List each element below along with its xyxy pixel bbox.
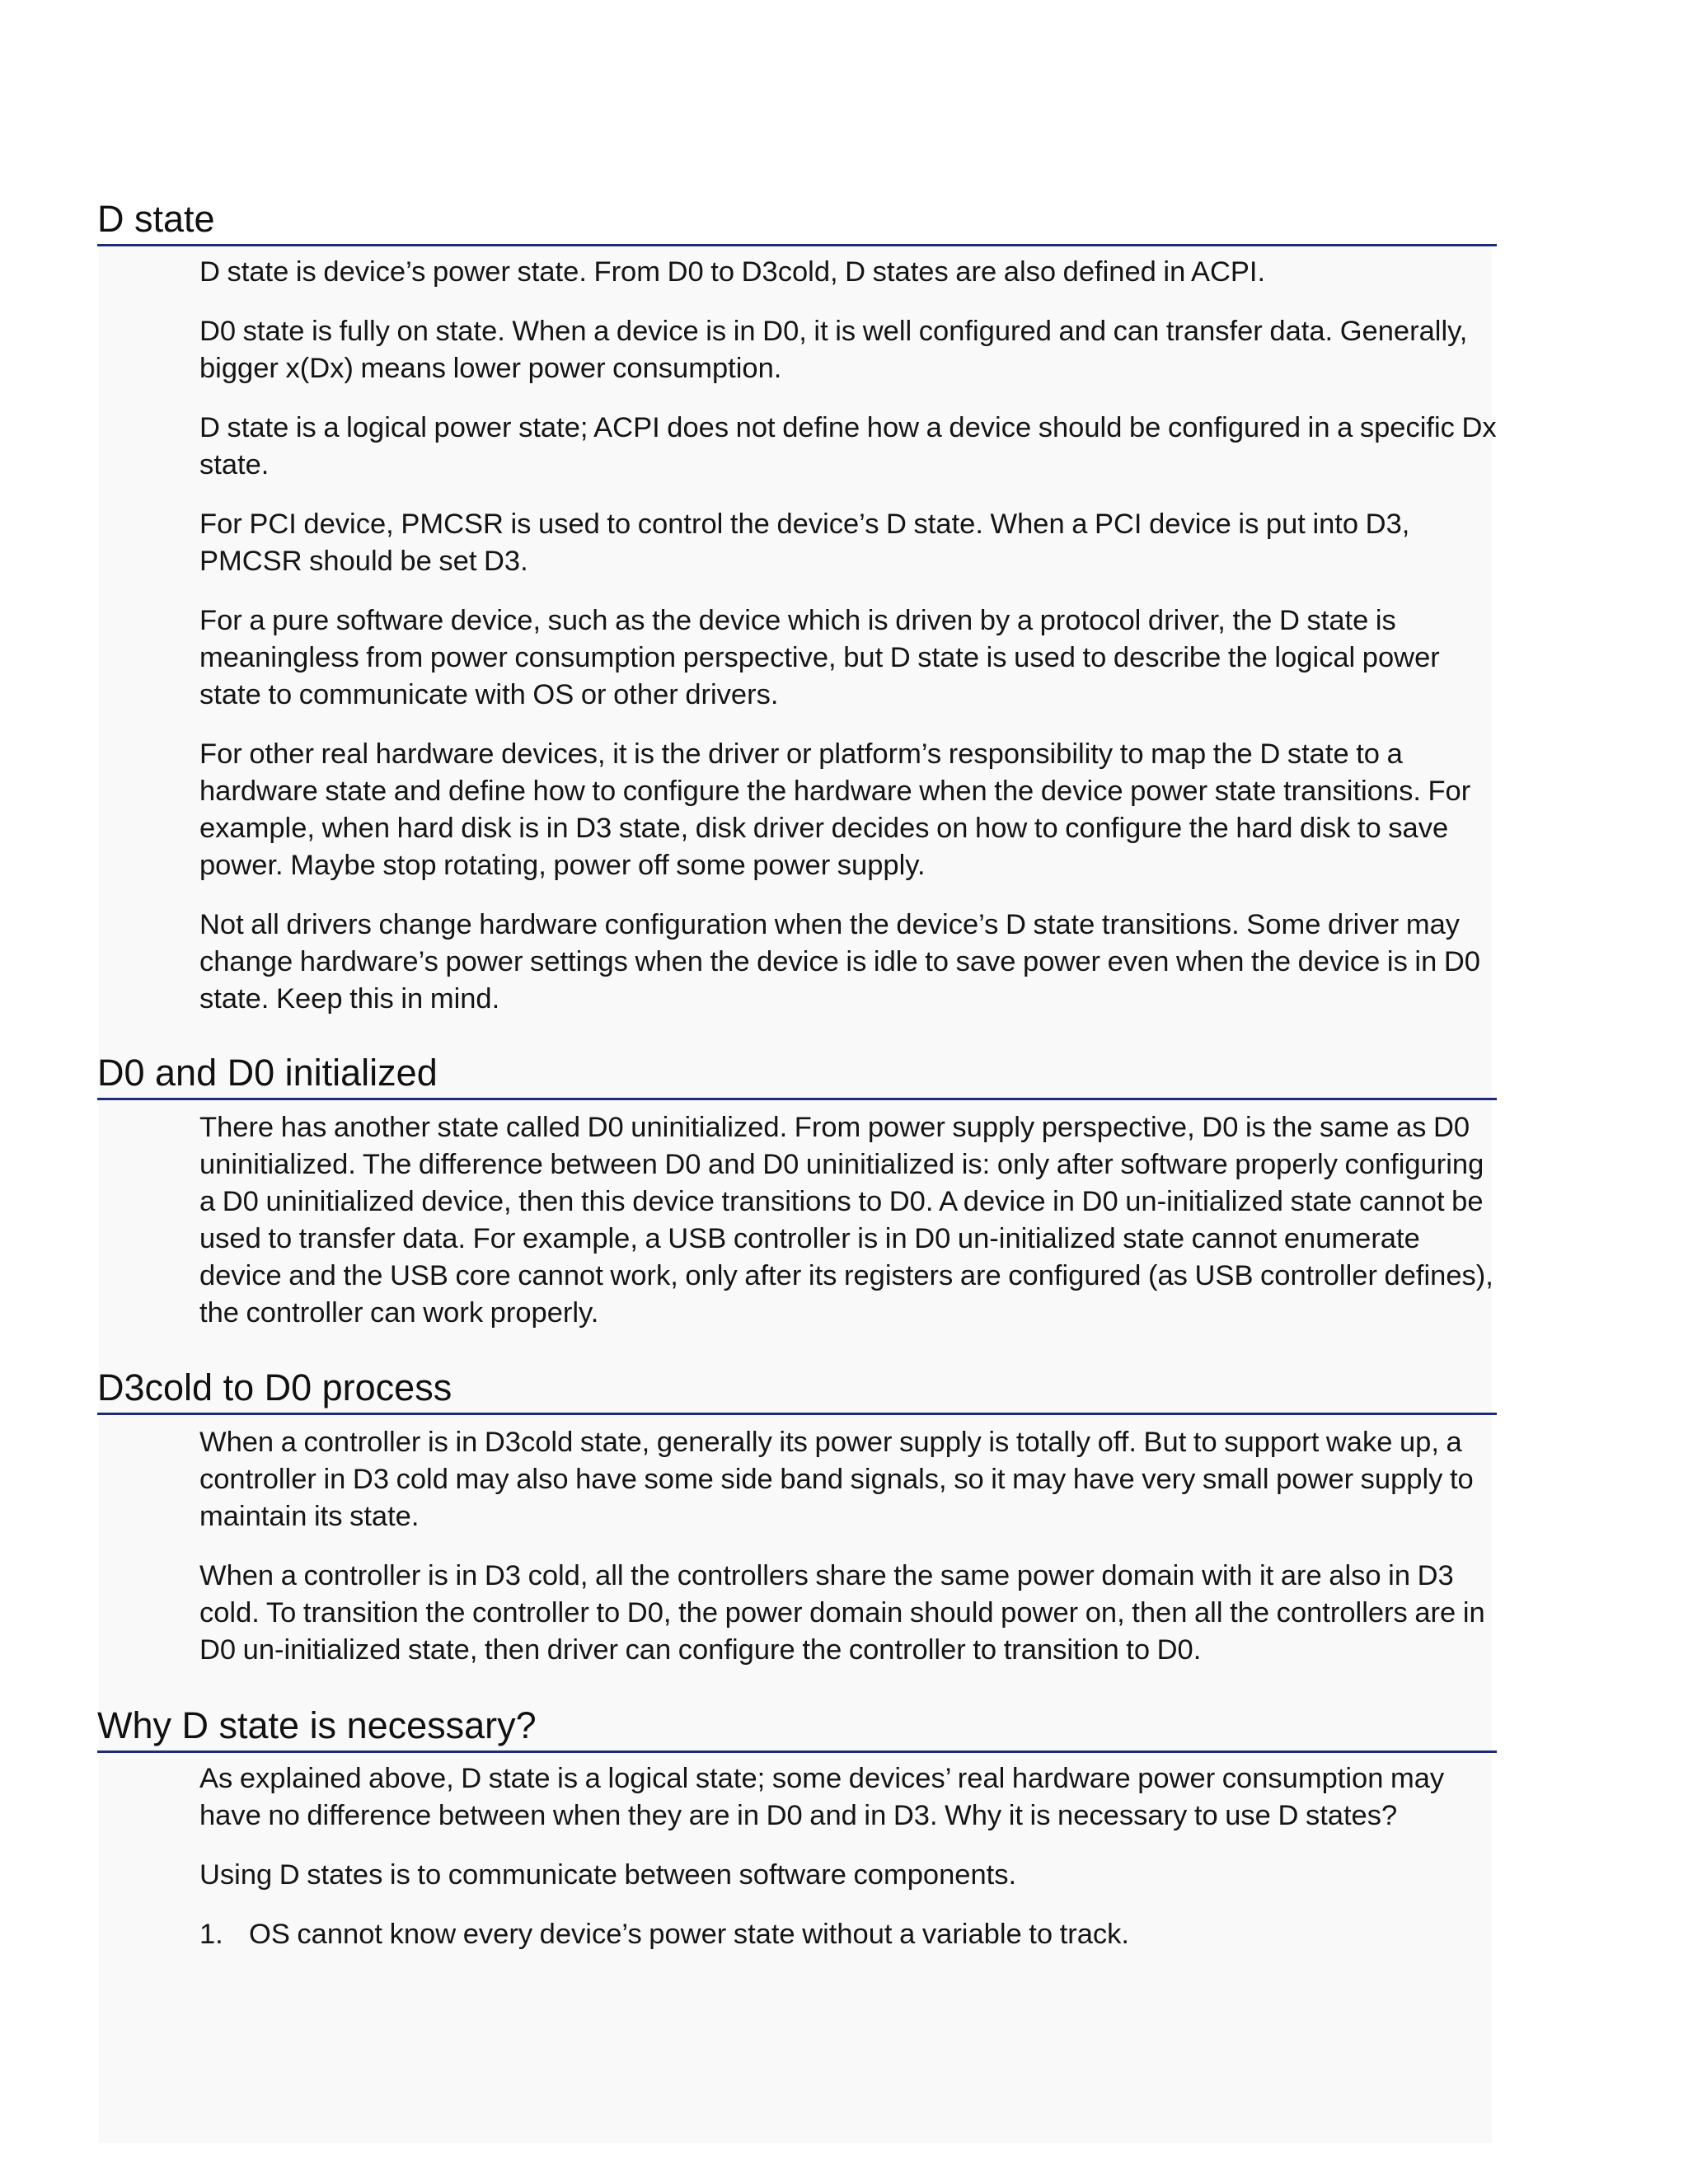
- section-d0-initialized-body: [199, 1109, 1498, 1354]
- paragraph: When a controller is in D3cold state, generally its power supply is totally off. But to support wake up, a controller in D3 cold may also have some side band signals, so it may have very small power supply to maintain its state.: [199, 1427, 1474, 1532]
- paragraph: As explained above, D state is a logical state; some devices’ real hardware power consumption may have no difference between when they are in D0 and in D3. Why it is necessary to use D states?: [199, 1763, 1445, 1831]
- heading-why-d-state: Why D state is necessary?: [97, 1704, 1497, 1753]
- heading-d-state: D state: [97, 198, 1497, 246]
- paragraph: For a pure software device, such as the device which is driven by a protocol driver, the D state is meaningless from power consumption perspective, but D state is used to describe the logical power state to communicate with OS or other drivers.: [199, 605, 1440, 710]
- heading-d3cold-to-d0: D3cold to D0 process: [97, 1366, 1497, 1415]
- section-d-state-body: [199, 254, 1498, 1040]
- paragraph: Not all drivers change hardware configuration when the device’s D state transitions. Some driver may change hardware’s power settings when the device is idle to save power even when the device is in D0 state. Keep this in mind.: [199, 909, 1480, 1015]
- numbered-list-item: [199, 1916, 1498, 1953]
- section-d3cold-to-d0-body: [199, 1424, 1498, 1691]
- paragraph: Using D states is to communicate between software components.: [199, 1859, 1017, 1891]
- paragraph: For PCI device, PMCSR is used to control the device’s D state. When a PCI device is put into D3, PMCSR should be set D3.: [199, 509, 1410, 577]
- paragraph: D0 state is fully on state. When a device is in D0, it is well configured and can transfer data. Generally, bigger x(Dx) means lower power consumption.: [199, 316, 1468, 384]
- paragraph: For other real hardware devices, it is the driver or platform’s responsibility to map the D state to a hardware state and define how to configure the hardware when the device power state transitions. For example, when hard disk is in D3 state, disk driver decides on how to configure the hard disk to save power. Maybe stop rotating, power off some power supply.: [199, 738, 1471, 881]
- list-number: 1.: [199, 1919, 223, 1950]
- paragraph: D state is a logical power state; ACPI does not define how a device should be configured in a specific Dx state.: [199, 412, 1497, 480]
- paragraph: D state is device’s power state. From D0 to D3cold, D states are also defined in ACPI.: [199, 256, 1266, 288]
- paragraph: When a controller is in D3 cold, all the controllers share the same power domain with it are also in D3 cold. To transition the controller to D0, the power domain should power on, then all the controllers are in D0 un-initialized state, then driver can configure the controller to transition to D0.: [199, 1560, 1485, 1666]
- list-text: OS cannot know every device’s power state without a variable to track.: [249, 1919, 1129, 1950]
- section-why-d-state-body: [199, 1760, 1498, 1953]
- paragraph: There has another state called D0 uninitialized. From power supply perspective, D0 is the same as D0 uninitialized. The difference between D0 and D0 uninitialized is: only after software properly configuring a D0 uninitialized device, then this device transitions to D0. A device in D0 un-initialized state cannot be used to transfer data. For example, a USB controller is in D0 un-initialized state cannot enumerate device and the USB core cannot work, only after its registers are configured (as USB controller defines), the controller can work properly.: [199, 1112, 1493, 1329]
- heading-d0-initialized: D0 and D0 initialized: [97, 1052, 1497, 1100]
